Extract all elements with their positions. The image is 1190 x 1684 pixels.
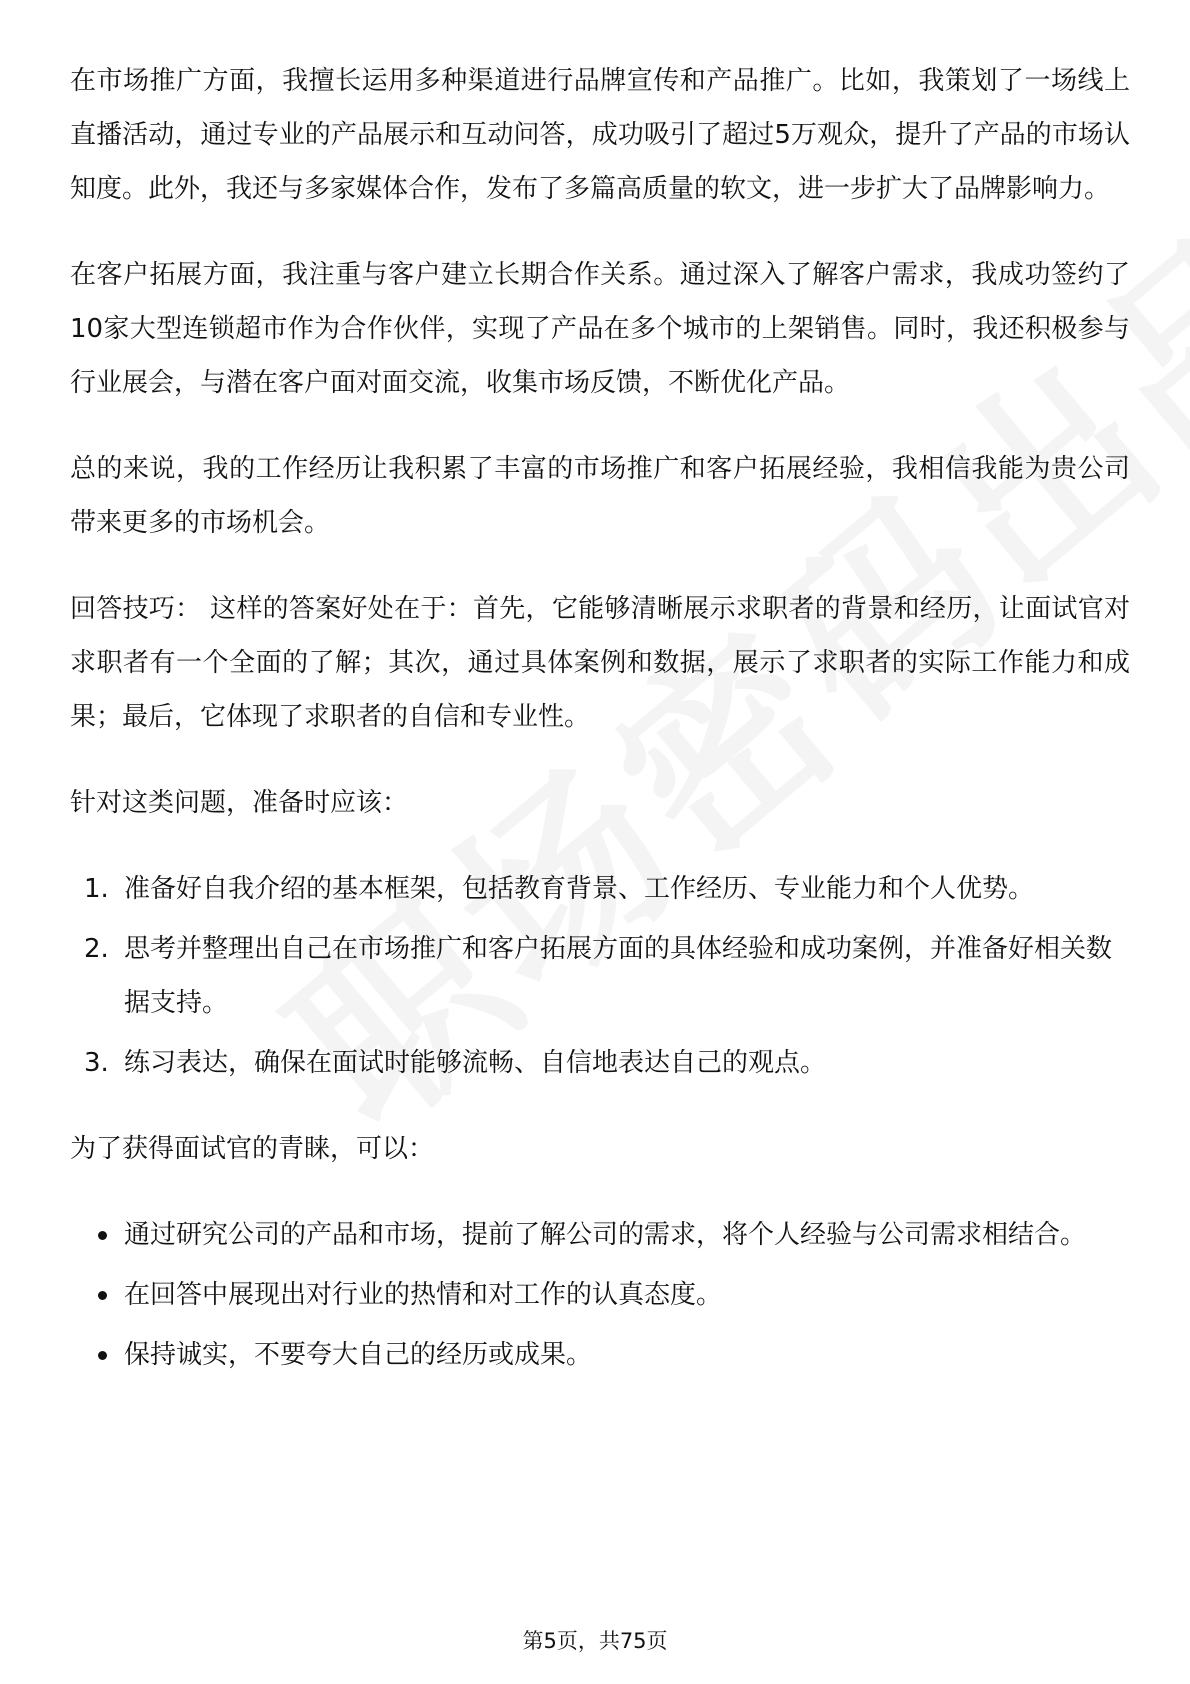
list-item-text: 通过研究公司的产品和市场，提前了解公司的需求，将个人经验与公司需求相结合。: [124, 1220, 1087, 1250]
list-item: [70, 1268, 1130, 1322]
page-footer: 第5页，共75页: [522, 1629, 668, 1653]
list-item: [70, 862, 1130, 916]
list-number: 2.: [84, 934, 109, 964]
list-item-text: 准备好自我介绍的基本框架，包括教育背景、工作经历、专业能力和个人优势。: [124, 874, 1035, 904]
paragraph-summary: 总的来说，我的工作经历让我积累了丰富的市场推广和客户拓展经验，我相信我能为贵公司带来更多的市场机会。: [70, 454, 1130, 538]
bullet-icon: [98, 1231, 107, 1240]
paragraph-answer-tips: 回答技巧： 这样的答案好处在于：首先，它能够清晰展示求职者的背景和经历，让面试官对求职者有一个全面的了解；其次，通过具体案例和数据，展示了求职者的实际工作能力和成果；最后，它体现了求职者的自信和专业性。: [70, 594, 1130, 732]
list-item-text: 保持诚实，不要夸大自己的经历或成果。: [124, 1340, 593, 1370]
preparation-list: [70, 862, 1130, 1090]
document-body: [70, 54, 1130, 1414]
bullet-icon: [98, 1291, 107, 1300]
paragraph-preparation-heading: 针对这类问题，准备时应该：: [70, 788, 409, 818]
list-item: [70, 1328, 1130, 1382]
list-item: [70, 922, 1130, 1030]
tips-bullet-list: [70, 1208, 1130, 1382]
paragraph-clients: 在客户拓展方面，我注重与客户建立长期合作关系。通过深入了解客户需求，我成功签约了10家大型连锁超市作为合作伙伴，实现了产品在多个城市的上架销售。同时，我还积极参与行业展会，与潜在客户面对面交流，收集市场反馈，不断优化产品。: [70, 260, 1130, 398]
list-item: [70, 1208, 1130, 1262]
list-number: 1.: [84, 874, 109, 904]
list-item-text: 在回答中展现出对行业的热情和对工作的认真态度。: [124, 1280, 723, 1310]
list-number: 3.: [84, 1048, 109, 1078]
bullet-icon: [98, 1351, 107, 1360]
paragraph-favor-heading: 为了获得面试官的青睐，可以：: [70, 1134, 435, 1164]
list-item-text: 练习表达，确保在面试时能够流畅、自信地表达自己的观点。: [124, 1048, 827, 1078]
list-item: [70, 1036, 1130, 1090]
list-item-text: 思考并整理出自己在市场推广和客户拓展方面的具体经验和成功案例，并准备好相关数据支持。: [124, 934, 1113, 1018]
paragraph-marketing: 在市场推广方面，我擅长运用多种渠道进行品牌宣传和产品推广。比如，我策划了一场线上直播活动，通过专业的产品展示和互动问答，成功吸引了超过5万观众，提升了产品的市场认知度。此外，我还与多家媒体合作，发布了多篇高质量的软文，进一步扩大了品牌影响力。: [70, 66, 1130, 204]
